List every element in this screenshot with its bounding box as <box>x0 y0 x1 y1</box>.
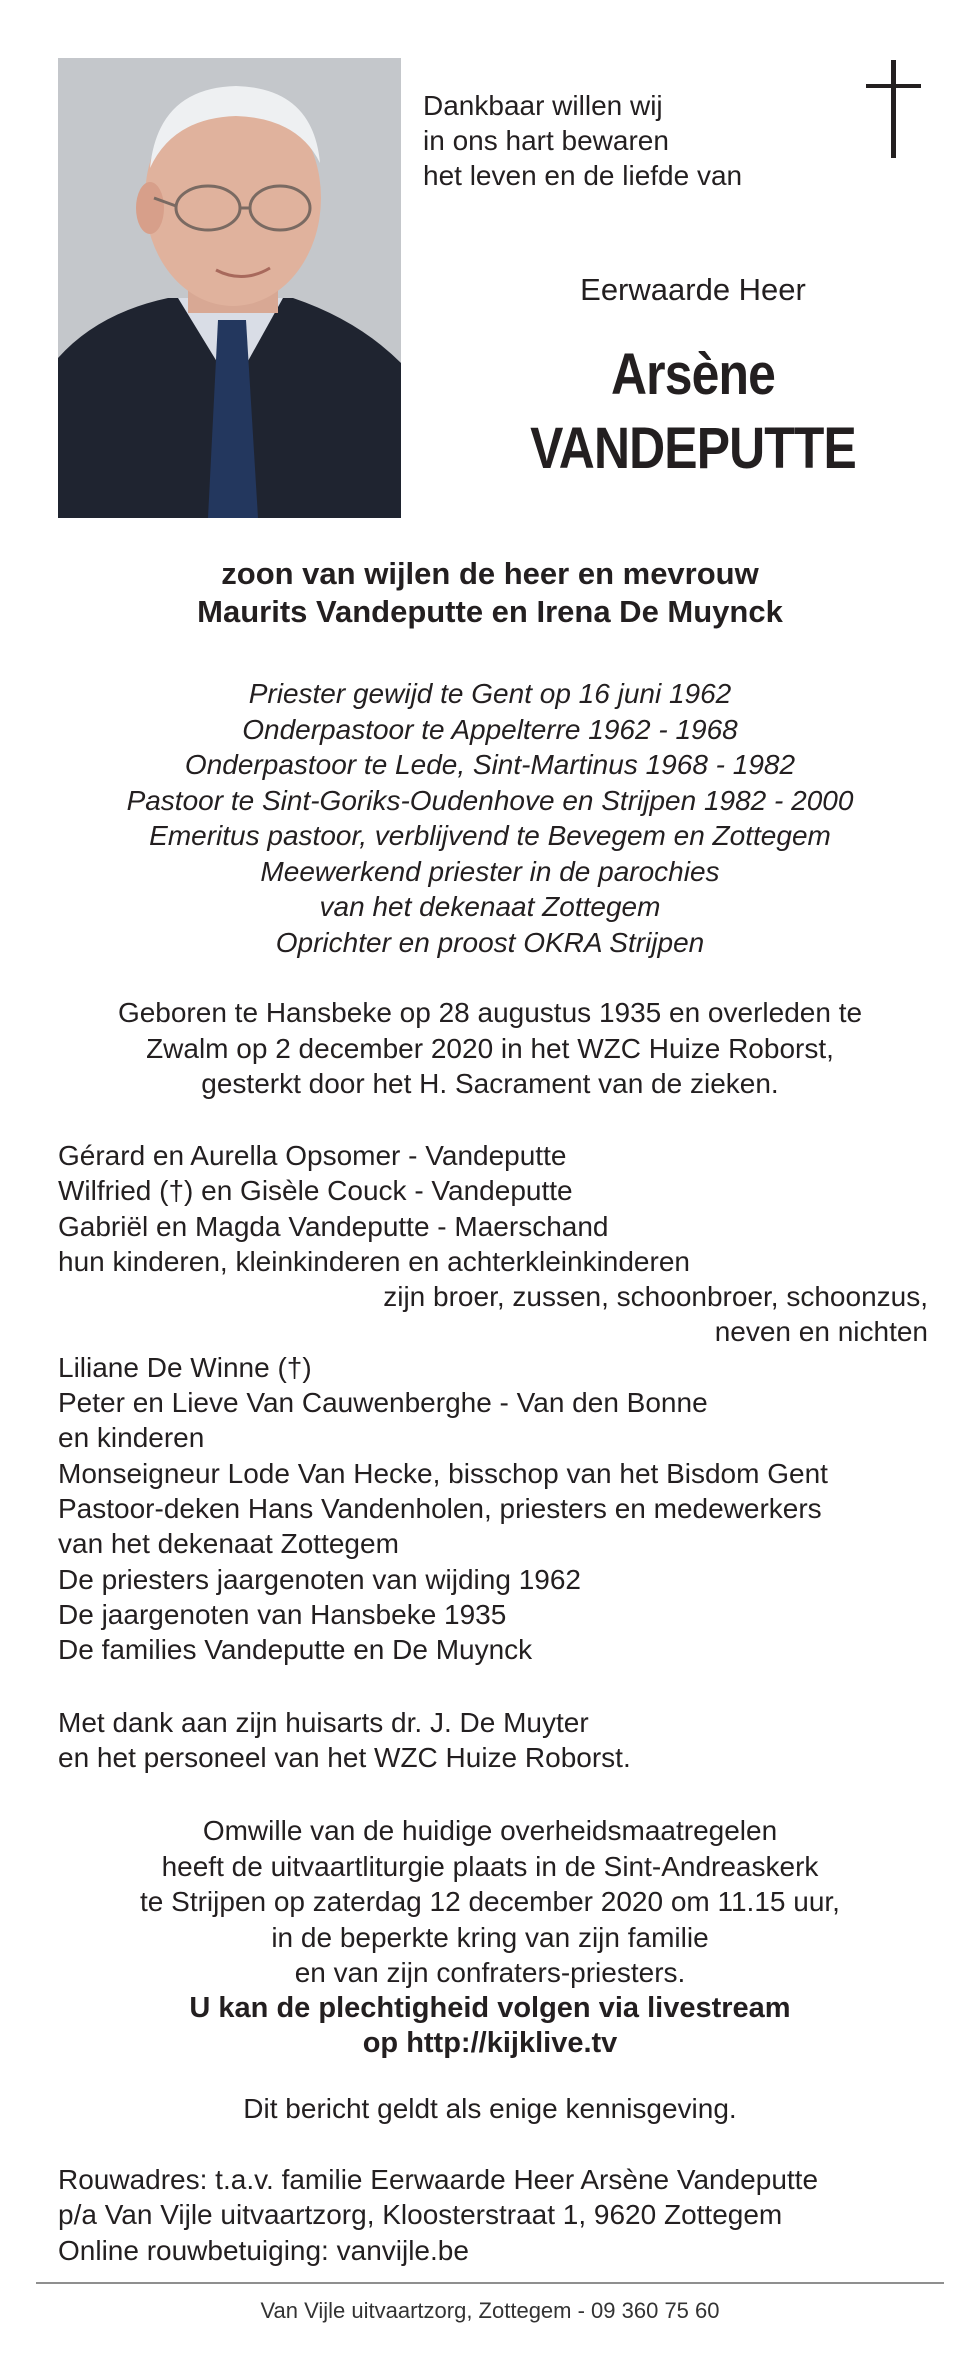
first-name: Arsène <box>611 342 775 407</box>
funeral-line: en van zijn confraters-priesters. <box>294 1957 686 1988</box>
family-line: Liliane De Winne (†) <box>58 1351 312 1383</box>
family-line: De families Vandeputte en De Muynck <box>58 1634 533 1666</box>
family-line: Pastoor-deken Hans Vandenholen, priesters en medewerkers <box>58 1492 822 1524</box>
career-line: Priester gewijd te Gent op 16 juni 1962 <box>248 678 732 709</box>
funeral-line: te Strijpen op zaterdag 12 december 2020 om 11.15 uur, <box>140 1886 840 1917</box>
thanks-block <box>58 1705 928 1776</box>
livestream-link[interactable]: op http://kijklive.tv <box>362 2027 618 2059</box>
thanks-line: Met dank aan zijn huisarts dr. J. De Muyter <box>58 1707 589 1738</box>
birth-death-line: Geboren te Hansbeke op 28 augustus 1935 en overleden te <box>117 997 863 1028</box>
deceased-name <box>461 338 925 486</box>
career-line: Oprichter en proost OKRA Strijpen <box>275 926 705 958</box>
parents-line: zoon van wijlen de heer en mevrouw <box>221 556 759 591</box>
family-line: Gérard en Aurella Opsomer - Vandeputte <box>58 1140 567 1171</box>
career-line: Pastoor te Sint-Goriks-Oudenhove en Strijpen 1982 - 2000 <box>126 784 854 816</box>
career-line: Emeritus pastoor, verblijvend te Bevegem en Zottegem <box>149 820 831 851</box>
birth-death-block <box>40 995 940 1102</box>
funeral-line: heeft de uitvaartliturgie plaats in de Sint-Andreaskerk <box>161 1850 819 1882</box>
birth-death-line: gesterkt door het H. Sacrament van de zieken. <box>201 1068 779 1099</box>
career-line: Meewerkend priester in de parochies <box>260 855 720 887</box>
family-line: van het dekenaat Zottegem <box>58 1528 399 1560</box>
career-block <box>40 676 940 960</box>
parents-line: Maurits Vandeputte en Irena De Muynck <box>197 594 783 629</box>
portrait-photo <box>58 58 401 518</box>
funeral-line: Omwille van de huidige overheidsmaatregelen <box>202 1815 778 1846</box>
notice-text: Dit bericht geldt als enige kennisgeving. <box>243 2093 737 2124</box>
online-condolence-link[interactable]: Online rouwbetuiging: vanvijle.be <box>58 2234 469 2266</box>
family-block <box>58 1138 928 1667</box>
career-line: Onderpastoor te Appelterre 1962 - 1968 <box>242 713 738 745</box>
family-line: hun kinderen, kleinkinderen en achterkleinkinderen <box>58 1245 690 1277</box>
last-name: VANDEPUTTE <box>530 416 856 481</box>
career-line: Onderpastoor te Lede, Sint-Martinus 1968 - 1982 <box>184 749 796 780</box>
family-line: Gabriël en Magda Vandeputte - Maerschand <box>58 1210 609 1242</box>
funeral-block <box>40 1813 940 2062</box>
address-block <box>58 2162 928 2268</box>
livestream-line: U kan de plechtigheid volgen via livestream <box>189 1991 791 2024</box>
family-line: Wilfried (†) en Gisèle Couck - Vandeputte <box>58 1175 573 1207</box>
family-relation-line: neven en nichten <box>714 1316 928 1348</box>
cross-icon <box>864 60 924 160</box>
career-line: van het dekenaat Zottegem <box>319 891 661 922</box>
family-line: Monseigneur Lode Van Hecke, bisschop van het Bisdom Gent <box>58 1457 828 1489</box>
family-line: De priesters jaargenoten van wijding 1962 <box>58 1563 581 1595</box>
address-line: Rouwadres: t.a.v. familie Eerwaarde Heer Arsène Vandeputte <box>58 2164 819 2195</box>
parents-block <box>40 555 940 631</box>
family-line: De jaargenoten van Hansbeke 1935 <box>58 1598 507 1630</box>
family-relation-line: zijn broer, zussen, schoonbroer, schoonzus, <box>383 1281 928 1313</box>
funeral-line: in de beperkte kring van zijn familie <box>271 1921 709 1953</box>
thanks-line: en het personeel van het WZC Huize Roborst. <box>58 1742 631 1774</box>
address-line: p/a Van Vijle uitvaartzorg, Kloosterstraat 1, 9620 Zottegem <box>58 2199 783 2231</box>
intro-text: Dankbaar willen wij in ons hart bewaren het leven en de liefde van <box>423 90 743 191</box>
family-line: en kinderen <box>58 1422 205 1454</box>
birth-death-line: Zwalm op 2 december 2020 in het WZC Huize Roborst, <box>146 1032 834 1064</box>
footer-text: Van Vijle uitvaartzorg, Zottegem - 09 360 75 60 <box>260 2298 720 2323</box>
family-line: Peter en Lieve Van Cauwenberghe - Van den Bonne <box>58 1387 708 1419</box>
honorific: Eerwaarde Heer <box>580 272 806 307</box>
divider <box>36 2282 944 2284</box>
